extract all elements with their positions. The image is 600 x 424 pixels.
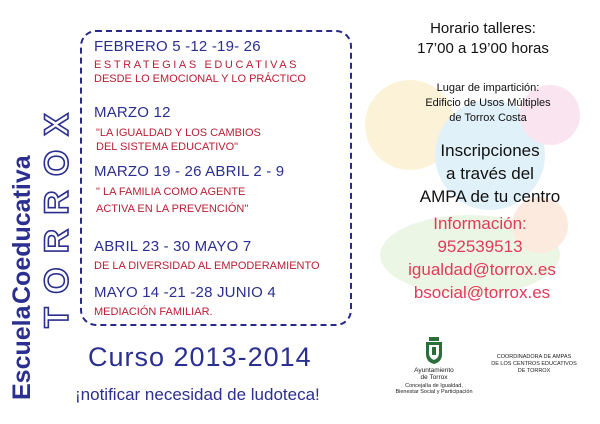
schedule-2-dates: MARZO 12 [94, 104, 171, 121]
concejalia-line1: Concejalía de Igualdad, [405, 383, 463, 389]
schedule-2-line2: DEL SISTEMA EDUCATIVO" [96, 141, 239, 153]
ayuntamiento-line1: Ayuntamiento [414, 367, 454, 374]
informacion-title: Información: [433, 214, 527, 233]
inscripciones-line3: AMPA de tu centro [419, 187, 561, 206]
horario-time: 17’00 a 19’00 horas [417, 40, 549, 57]
coordinadora-line2: DE LOS CENTROS EDUCATIVOS [491, 361, 577, 367]
schedule-2-line1: "LA IGUALDAD Y LOS CAMBIOS [96, 127, 261, 139]
course-year: Curso 2013-2014 [88, 342, 312, 372]
lugar-line1: Edificio de Usos Múltiples [425, 97, 551, 109]
schedule-3-dates: MARZO 19 - 26 ABRIL 2 - 9 [94, 163, 285, 180]
horario-title: Horario talleres: [430, 20, 536, 37]
schedule-3-line2: ACTIVA EN LA PREVENCIÓN" [96, 203, 249, 215]
schedule-3-line1: " LA FAMILIA COMO AGENTE [96, 186, 246, 198]
coordinadora-line3: DE TORROX [517, 368, 551, 374]
ayuntamiento-line2: de Torrox [420, 374, 448, 381]
concejalia-line2: Bienestar Social y Participación [395, 389, 473, 395]
informacion-email-bsocial: bsocial@torrox.es [413, 283, 551, 302]
schedule-4-dates: ABRIL 23 - 30 MAYO 7 [94, 238, 252, 255]
logo-torrox-text: TORROX [38, 99, 74, 328]
inscripciones-line2: a través del [446, 164, 534, 183]
schedule-5-line1: MEDIACIÓN FAMILIAR. [94, 306, 213, 318]
schedule-5-dates: MAYO 14 -21 -28 JUNIO 4 [94, 284, 276, 301]
inscripciones-line1: Inscripciones [440, 141, 540, 160]
lugar-title: Lugar de impartición: [436, 82, 540, 94]
coordinadora-line1: COORDINADORA DE AMPAS [496, 354, 572, 360]
ludoteca-notice: ¡notificar necesidad de ludoteca! [75, 385, 320, 404]
lugar-line2: de Torrox Costa [449, 112, 527, 124]
schedule-1-line2: DESDE LO EMOCIONAL Y LO PRÁCTICO [94, 73, 306, 85]
schedule-1-dates: FEBRERO 5 -12 -19- 26 [94, 38, 261, 55]
logo-escuela-text: Escuela [8, 305, 36, 400]
informacion-phone: 952539513 [437, 237, 523, 256]
logo-coeducativa-text: Coeducativa [8, 155, 36, 304]
informacion-email-igualdad: igualdad@torrox.es [408, 260, 556, 279]
schedule-4-line1: DE LA DIVERSIDAD AL EMPODERAMIENTO [94, 260, 320, 272]
schedule-1-line1: ESTRATEGIAS EDUCATIVAS [94, 59, 300, 71]
torrox-crest-icon [424, 337, 444, 365]
escuela-coeducativa-logo [2, 24, 74, 404]
